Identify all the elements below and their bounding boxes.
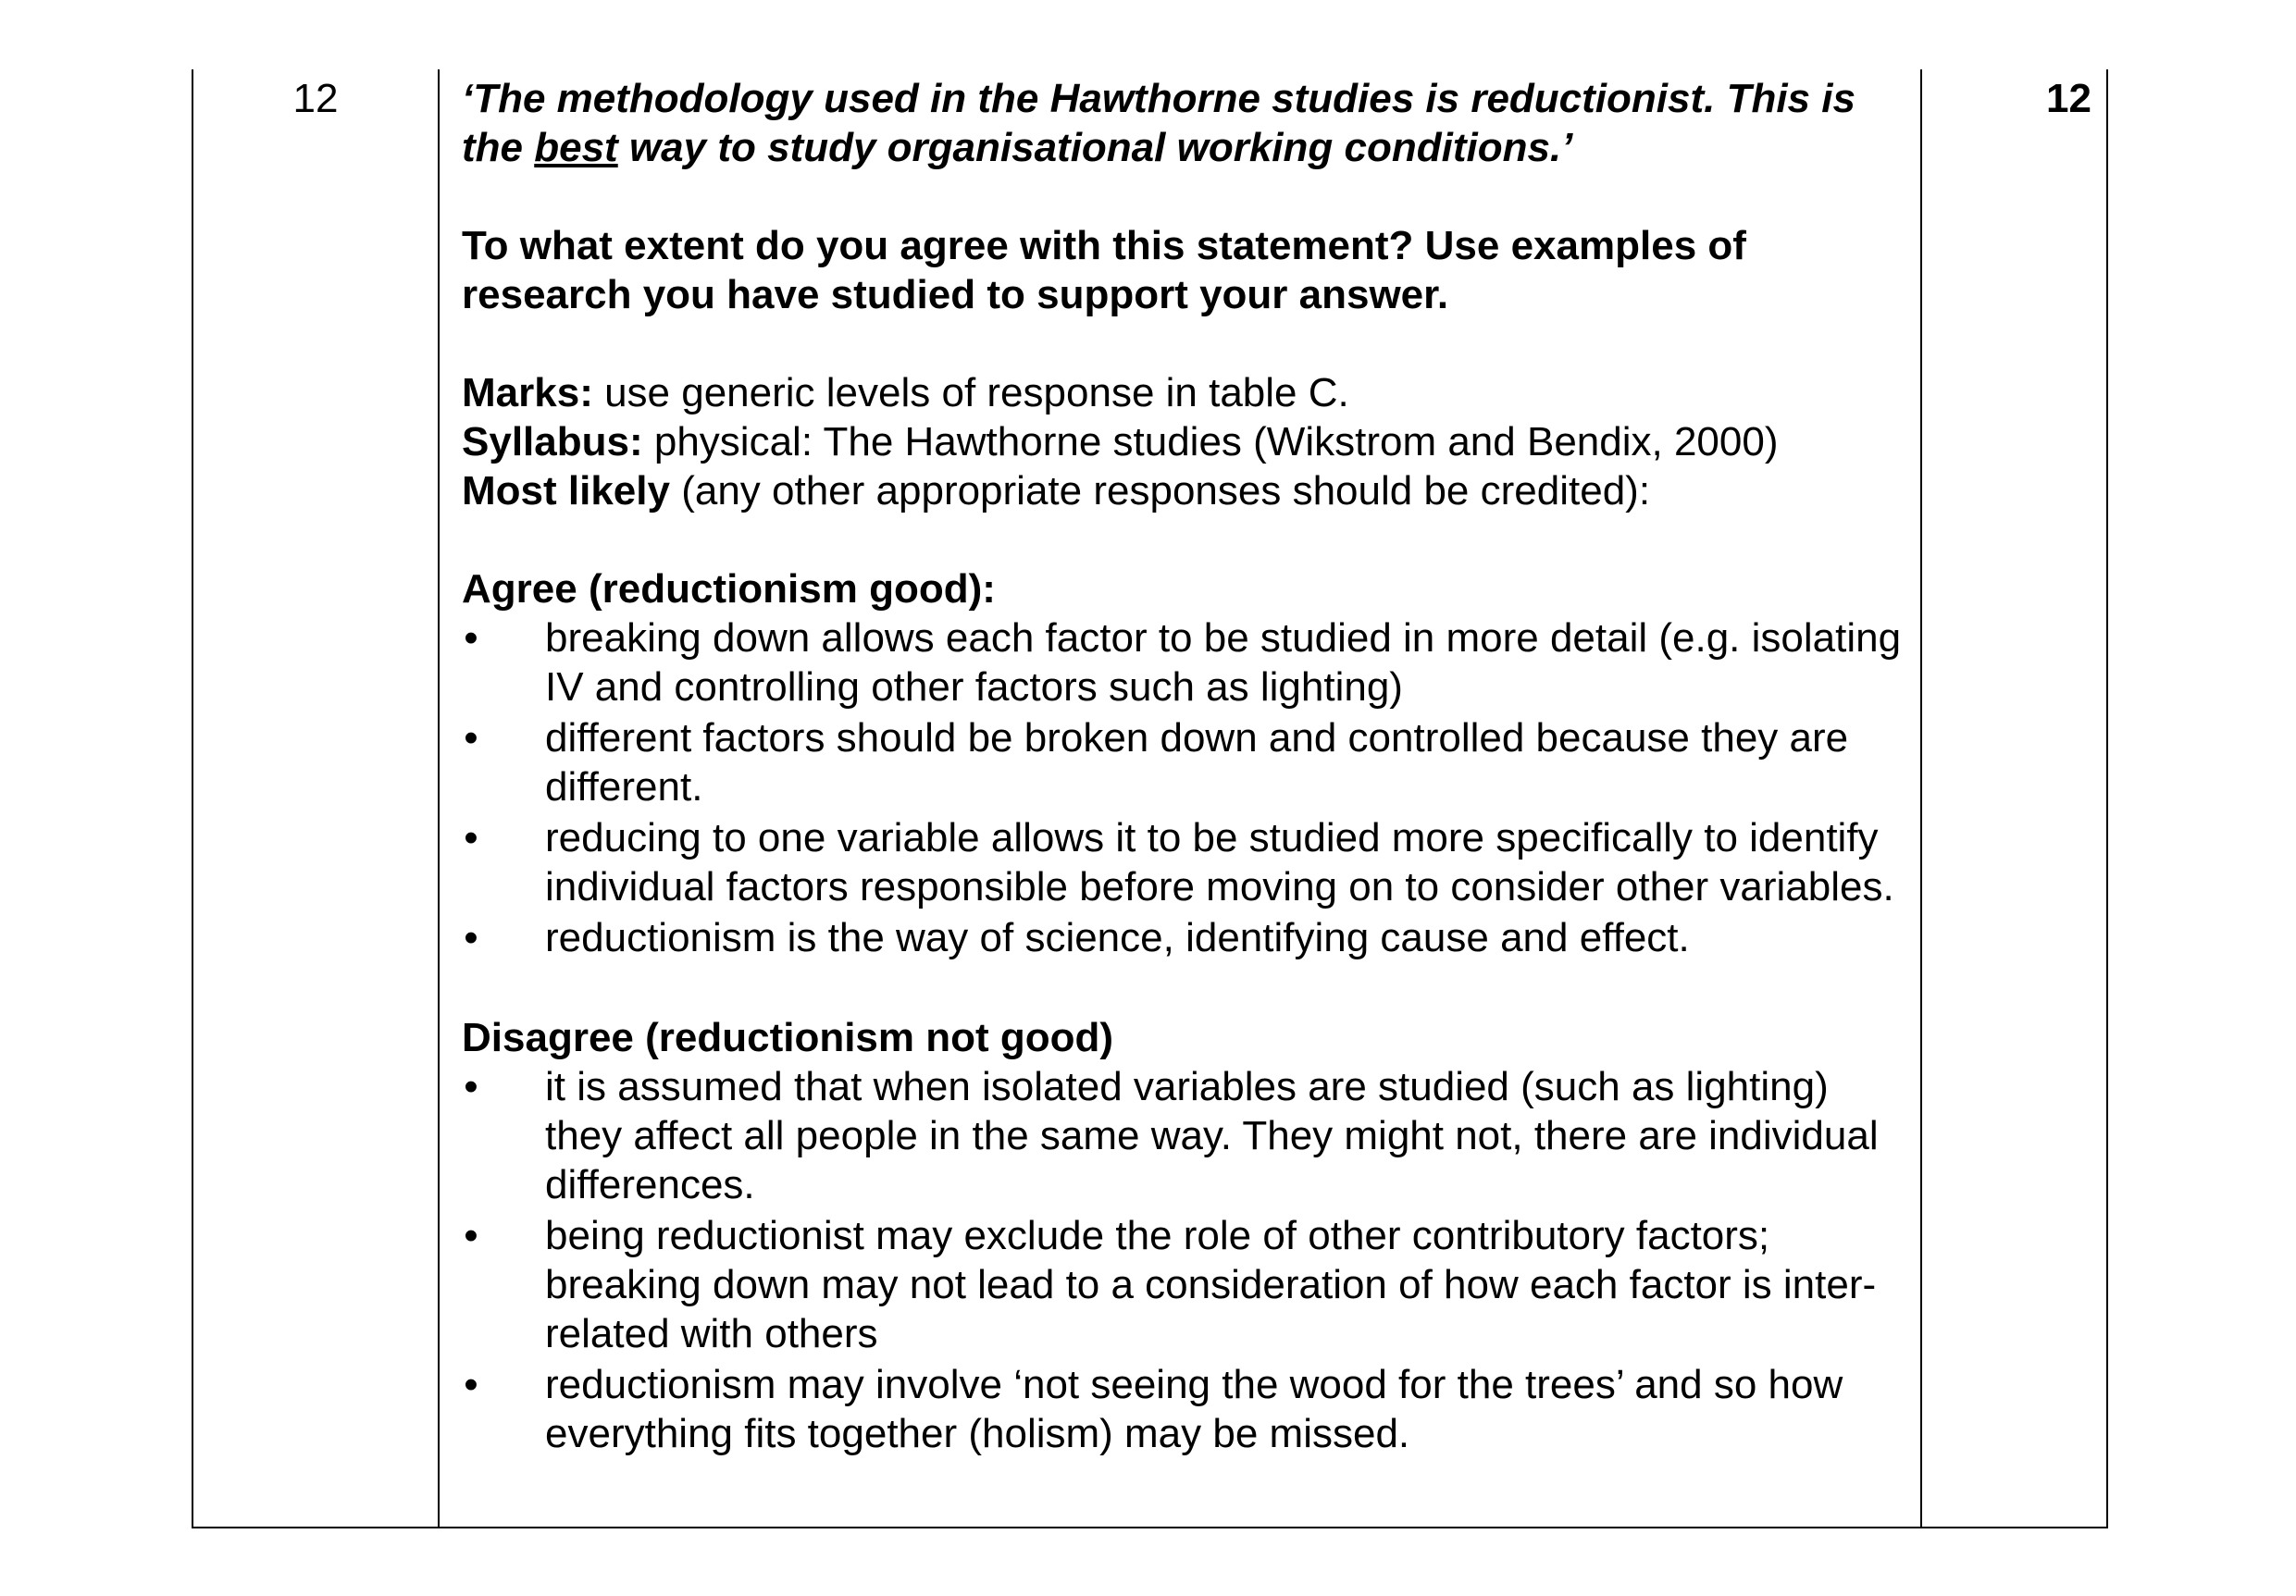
list-item-text: being reductionist may exclude the role of other contributory factors; breaking down may not lead to a consideration of how each factor is inter-related with others — [545, 1213, 1877, 1356]
agree-heading: Agree (reductionism good): — [462, 566, 996, 612]
quote-underlined: best — [534, 125, 618, 170]
list-item — [462, 613, 1905, 711]
disagree-list — [462, 1062, 1905, 1458]
list-item-text: it is assumed that when isolated variables are studied (such as lighting) they affect all people in the same way. They might not, there are individual differences. — [545, 1064, 1879, 1207]
list-item — [462, 913, 1905, 962]
syllabus-line — [462, 417, 1905, 466]
list-item-text: different factors should be broken down and controlled because they are different. — [545, 715, 1849, 810]
column-divider — [438, 69, 440, 1527]
syllabus-text: physical: The Hawthorne studies (Wikstrom and Bendix, 2000) — [642, 419, 1779, 464]
question-quote — [462, 74, 1905, 172]
list-item-text: reductionism is the way of science, identifying cause and effect. — [545, 915, 1690, 960]
syllabus-label: Syllabus: — [462, 419, 643, 464]
marks-text: use generic levels of response in table C. — [592, 370, 1349, 415]
marks-label: Marks: — [462, 370, 593, 415]
bullet-icon: • — [464, 1362, 478, 1407]
most-likely-label: Most likely — [462, 468, 670, 513]
most-likely-text: (any other appropriate responses should be credited): — [669, 468, 1651, 513]
agree-list — [462, 613, 1905, 962]
list-item-text: breaking down allows each factor to be studied in more detail (e.g. isolating IV and controlling other factors such as lighting) — [545, 615, 1902, 710]
marks-line — [462, 368, 1905, 417]
column-divider — [1920, 69, 1922, 1527]
bullet-icon: • — [464, 615, 478, 661]
disagree-heading: Disagree (reductionism not good) — [462, 1015, 1114, 1060]
bullet-icon: • — [464, 715, 478, 761]
most-likely-line — [462, 466, 1905, 515]
question-number: 12 — [292, 76, 339, 121]
quote-part-1: ‘The methodology used in the Hawthorne studies is reductionist. This is the — [462, 76, 1855, 170]
bullet-icon: • — [464, 1064, 478, 1109]
list-item — [462, 1062, 1905, 1209]
list-item — [462, 713, 1905, 811]
list-item — [462, 1211, 1905, 1358]
question-prompt: To what extent do you agree with this statement? Use examples of research you have studied to support your answer. — [462, 223, 1746, 317]
bullet-icon: • — [464, 915, 478, 960]
list-item — [462, 1360, 1905, 1458]
mark-scheme-table — [192, 69, 2108, 1528]
list-item — [462, 813, 1905, 911]
bullet-icon: • — [464, 1213, 478, 1258]
list-item-text: reductionism may involve ‘not seeing the wood for the trees’ and so how everything fits together (holism) may be missed. — [545, 1362, 1843, 1456]
bullet-icon: • — [464, 815, 478, 860]
quote-part-2: way to study organisational working conditions.’ — [617, 125, 1573, 170]
answer-guidance — [462, 74, 1905, 1460]
marks-value: 12 — [2046, 76, 2091, 121]
list-item-text: reducing to one variable allows it to be studied more specifically to identify individual factors responsible before moving on to consider other variables. — [545, 815, 1894, 909]
